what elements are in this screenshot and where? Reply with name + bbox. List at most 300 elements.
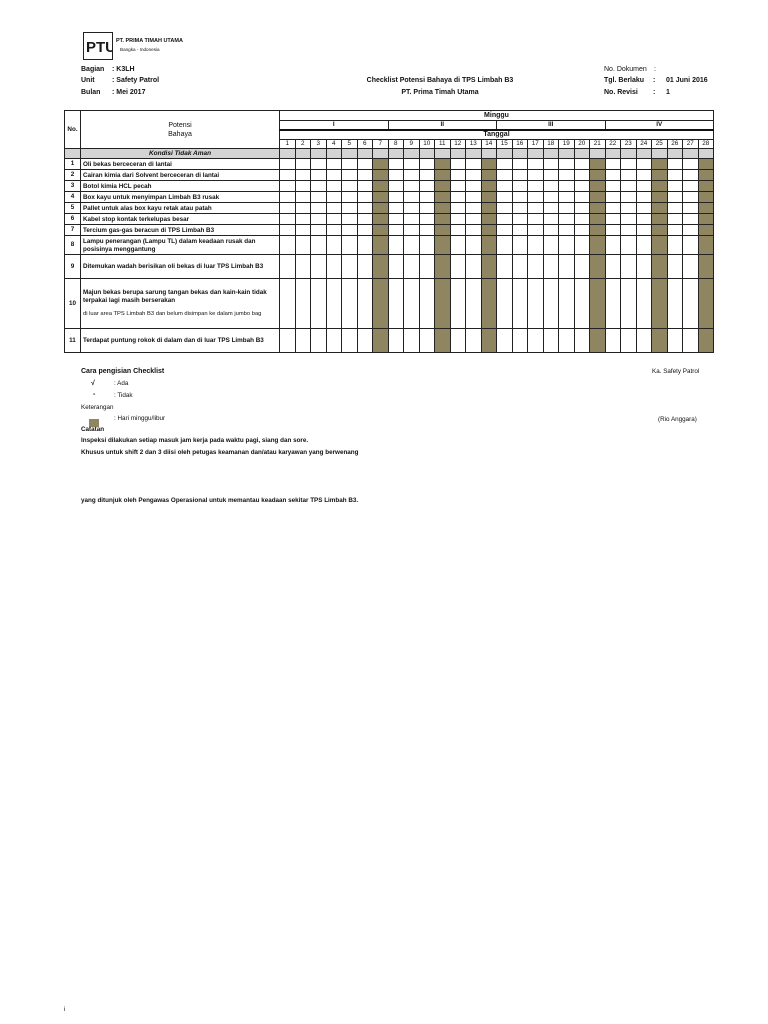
berlaku-value: 01 Juni 2016 xyxy=(666,77,708,84)
check-cell[interactable] xyxy=(683,279,699,329)
check-cell[interactable] xyxy=(404,192,420,203)
check-cell[interactable] xyxy=(559,236,575,255)
check-cell[interactable] xyxy=(388,203,404,214)
check-cell[interactable] xyxy=(357,225,373,236)
week-header: I xyxy=(280,121,389,131)
check-cell[interactable] xyxy=(419,192,435,203)
check-cell[interactable] xyxy=(342,236,358,255)
check-cell[interactable] xyxy=(311,236,327,255)
check-cell[interactable] xyxy=(683,181,699,192)
check-cell[interactable] xyxy=(388,279,404,329)
check-cell[interactable] xyxy=(357,203,373,214)
check-cell[interactable] xyxy=(683,159,699,170)
check-cell[interactable] xyxy=(512,192,528,203)
check-cell[interactable] xyxy=(528,255,544,279)
check-cell[interactable] xyxy=(512,181,528,192)
check-cell[interactable] xyxy=(280,192,296,203)
section-day-cell xyxy=(419,149,435,159)
check-cell[interactable] xyxy=(311,203,327,214)
check-cell[interactable] xyxy=(357,170,373,181)
check-cell[interactable] xyxy=(342,170,358,181)
check-cell[interactable] xyxy=(497,225,513,236)
check-cell[interactable] xyxy=(295,192,311,203)
check-cell[interactable] xyxy=(528,159,544,170)
check-cell[interactable] xyxy=(636,203,652,214)
check-cell[interactable] xyxy=(636,192,652,203)
check-cell[interactable] xyxy=(574,225,590,236)
check-cell[interactable] xyxy=(388,236,404,255)
check-cell[interactable] xyxy=(528,192,544,203)
check-cell[interactable] xyxy=(667,192,683,203)
check-cell[interactable] xyxy=(512,214,528,225)
check-cell[interactable] xyxy=(280,236,296,255)
check-cell[interactable] xyxy=(574,159,590,170)
holiday-cell xyxy=(698,225,714,236)
check-cell[interactable] xyxy=(450,181,466,192)
check-cell[interactable] xyxy=(528,203,544,214)
check-cell[interactable] xyxy=(326,329,342,353)
checklist-row xyxy=(65,329,714,353)
checklist-row xyxy=(65,170,714,181)
hazard-text: Ditemukan wadah berisikan oli bekas di luar TPS Limbah B3 xyxy=(83,263,264,270)
check-cell[interactable] xyxy=(636,279,652,329)
check-cell[interactable] xyxy=(419,170,435,181)
check-cell[interactable] xyxy=(559,192,575,203)
check-cell[interactable] xyxy=(466,225,482,236)
check-cell[interactable] xyxy=(543,279,559,329)
check-cell[interactable] xyxy=(280,181,296,192)
check-cell[interactable] xyxy=(528,181,544,192)
section-day-cell xyxy=(497,149,513,159)
holiday-cell xyxy=(590,225,606,236)
check-cell[interactable] xyxy=(636,255,652,279)
check-cell[interactable] xyxy=(574,236,590,255)
check-cell[interactable] xyxy=(543,192,559,203)
check-cell[interactable] xyxy=(326,225,342,236)
check-cell[interactable] xyxy=(667,255,683,279)
check-cell[interactable] xyxy=(512,159,528,170)
check-cell[interactable] xyxy=(605,255,621,279)
check-cell[interactable] xyxy=(574,170,590,181)
check-cell[interactable] xyxy=(311,214,327,225)
check-cell[interactable] xyxy=(559,225,575,236)
check-cell[interactable] xyxy=(621,329,637,353)
check-cell[interactable] xyxy=(543,236,559,255)
check-cell[interactable] xyxy=(280,170,296,181)
check-cell[interactable] xyxy=(388,214,404,225)
check-cell[interactable] xyxy=(559,181,575,192)
check-cell[interactable] xyxy=(605,181,621,192)
check-cell[interactable] xyxy=(311,279,327,329)
check-cell[interactable] xyxy=(295,159,311,170)
check-cell[interactable] xyxy=(357,181,373,192)
check-cell[interactable] xyxy=(667,170,683,181)
check-cell[interactable] xyxy=(280,329,296,353)
section-day-cell xyxy=(295,149,311,159)
revisi-sep: : xyxy=(653,89,656,96)
check-cell[interactable] xyxy=(419,203,435,214)
check-cell[interactable] xyxy=(605,329,621,353)
keterangan-label: Keterangan xyxy=(81,404,114,411)
check-cell[interactable] xyxy=(574,279,590,329)
check-cell[interactable] xyxy=(419,279,435,329)
check-cell[interactable] xyxy=(497,236,513,255)
notes-line-3: yang ditunjuk oleh Pengawas Operasional untuk memantau keadaan sekitar TPS Limbah B3. xyxy=(81,497,359,504)
hazard-cell xyxy=(81,203,280,214)
minggu-header: Minggu xyxy=(280,111,714,121)
check-cell[interactable] xyxy=(295,255,311,279)
check-cell[interactable] xyxy=(559,329,575,353)
checklist-row xyxy=(65,225,714,236)
holiday-cell xyxy=(652,255,668,279)
check-cell[interactable] xyxy=(636,159,652,170)
check-cell[interactable] xyxy=(621,192,637,203)
row-number: 10 xyxy=(65,279,81,329)
check-cell[interactable] xyxy=(605,170,621,181)
section-day-cell xyxy=(481,149,497,159)
check-cell[interactable] xyxy=(295,225,311,236)
check-cell[interactable] xyxy=(497,329,513,353)
check-cell[interactable] xyxy=(419,159,435,170)
holiday-cell xyxy=(373,214,389,225)
check-cell[interactable] xyxy=(512,225,528,236)
day-header: 17 xyxy=(528,140,544,149)
check-cell[interactable] xyxy=(450,170,466,181)
section-day-cell xyxy=(466,149,482,159)
check-cell[interactable] xyxy=(667,214,683,225)
check-cell[interactable] xyxy=(342,159,358,170)
hazard-text: Lampu penerangan (Lampu TL) dalam keadaan rusak dan posisinya menggantung xyxy=(83,237,256,253)
holiday-cell xyxy=(373,255,389,279)
holiday-cell xyxy=(652,203,668,214)
check-cell[interactable] xyxy=(295,236,311,255)
check-cell[interactable] xyxy=(621,214,637,225)
check-cell[interactable] xyxy=(357,159,373,170)
check-cell[interactable] xyxy=(280,159,296,170)
day-header: 7 xyxy=(373,140,389,149)
check-cell[interactable] xyxy=(559,255,575,279)
check-cell[interactable] xyxy=(466,170,482,181)
check-cell[interactable] xyxy=(280,255,296,279)
check-cell[interactable] xyxy=(621,236,637,255)
check-cell[interactable] xyxy=(667,329,683,353)
check-cell[interactable] xyxy=(311,159,327,170)
check-cell[interactable] xyxy=(450,192,466,203)
holiday-cell xyxy=(481,192,497,203)
check-cell[interactable] xyxy=(497,214,513,225)
check-cell[interactable] xyxy=(497,279,513,329)
check-cell[interactable] xyxy=(419,255,435,279)
day-header: 2 xyxy=(295,140,311,149)
check-cell[interactable] xyxy=(466,181,482,192)
check-cell[interactable] xyxy=(388,225,404,236)
check-cell[interactable] xyxy=(667,203,683,214)
check-cell[interactable] xyxy=(311,225,327,236)
check-cell[interactable] xyxy=(357,329,373,353)
check-cell[interactable] xyxy=(683,329,699,353)
check-cell[interactable] xyxy=(295,181,311,192)
check-cell[interactable] xyxy=(512,203,528,214)
check-cell[interactable] xyxy=(388,170,404,181)
check-cell[interactable] xyxy=(450,159,466,170)
holiday-cell xyxy=(652,214,668,225)
check-cell[interactable] xyxy=(636,225,652,236)
section-day-cell xyxy=(683,149,699,159)
check-cell[interactable] xyxy=(528,170,544,181)
check-cell[interactable] xyxy=(280,279,296,329)
check-cell[interactable] xyxy=(404,236,420,255)
check-cell[interactable] xyxy=(357,279,373,329)
check-cell[interactable] xyxy=(357,192,373,203)
check-cell[interactable] xyxy=(404,279,420,329)
check-cell[interactable] xyxy=(342,192,358,203)
check-cell[interactable] xyxy=(636,170,652,181)
check-cell[interactable] xyxy=(683,255,699,279)
check-cell[interactable] xyxy=(419,329,435,353)
check-cell[interactable] xyxy=(311,329,327,353)
check-cell[interactable] xyxy=(605,279,621,329)
check-cell[interactable] xyxy=(636,236,652,255)
checklist-row xyxy=(65,279,714,329)
check-cell[interactable] xyxy=(683,225,699,236)
holiday-cell xyxy=(435,329,451,353)
check-cell[interactable] xyxy=(311,192,327,203)
check-cell[interactable] xyxy=(605,159,621,170)
check-cell[interactable] xyxy=(342,203,358,214)
check-cell[interactable] xyxy=(497,170,513,181)
check-cell[interactable] xyxy=(528,214,544,225)
check-cell[interactable] xyxy=(342,329,358,353)
check-cell[interactable] xyxy=(326,159,342,170)
holiday-cell xyxy=(698,203,714,214)
check-cell[interactable] xyxy=(683,236,699,255)
check-cell[interactable] xyxy=(357,255,373,279)
check-cell[interactable] xyxy=(357,236,373,255)
check-cell[interactable] xyxy=(605,192,621,203)
check-cell[interactable] xyxy=(574,255,590,279)
check-cell[interactable] xyxy=(605,236,621,255)
checklist-row xyxy=(65,255,714,279)
check-cell[interactable] xyxy=(466,279,482,329)
check-cell[interactable] xyxy=(667,159,683,170)
check-cell[interactable] xyxy=(528,225,544,236)
check-cell[interactable] xyxy=(512,329,528,353)
check-cell[interactable] xyxy=(280,214,296,225)
check-cell[interactable] xyxy=(466,203,482,214)
check-cell[interactable] xyxy=(574,214,590,225)
holiday-cell xyxy=(481,159,497,170)
hazard-cell xyxy=(81,225,280,236)
check-cell[interactable] xyxy=(326,170,342,181)
hazard-cell xyxy=(81,214,280,225)
check-cell[interactable] xyxy=(404,225,420,236)
check-cell[interactable] xyxy=(295,214,311,225)
check-cell[interactable] xyxy=(559,170,575,181)
check-cell[interactable] xyxy=(528,279,544,329)
holiday-cell xyxy=(435,279,451,329)
check-cell[interactable] xyxy=(466,192,482,203)
check-cell[interactable] xyxy=(574,329,590,353)
check-cell[interactable] xyxy=(667,181,683,192)
dash-symbol-icon: - xyxy=(93,391,96,398)
check-cell[interactable] xyxy=(605,203,621,214)
check-cell[interactable] xyxy=(419,214,435,225)
check-cell[interactable] xyxy=(357,214,373,225)
check-cell[interactable] xyxy=(574,181,590,192)
check-cell[interactable] xyxy=(621,225,637,236)
check-cell[interactable] xyxy=(512,170,528,181)
holiday-cell xyxy=(590,255,606,279)
holiday-cell xyxy=(590,170,606,181)
check-cell[interactable] xyxy=(342,279,358,329)
check-cell[interactable] xyxy=(466,214,482,225)
check-cell[interactable] xyxy=(621,181,637,192)
check-cell[interactable] xyxy=(311,170,327,181)
check-cell[interactable] xyxy=(497,159,513,170)
check-cell[interactable] xyxy=(466,255,482,279)
check-cell[interactable] xyxy=(636,214,652,225)
check-cell[interactable] xyxy=(543,329,559,353)
check-cell[interactable] xyxy=(683,192,699,203)
holiday-cell xyxy=(435,170,451,181)
day-header: 23 xyxy=(621,140,637,149)
check-cell[interactable] xyxy=(497,203,513,214)
check-cell[interactable] xyxy=(605,225,621,236)
check-cell[interactable] xyxy=(497,192,513,203)
check-cell[interactable] xyxy=(621,170,637,181)
document-title: Checklist Potensi Bahaya di TPS Limbah B3 xyxy=(366,77,514,84)
check-cell[interactable] xyxy=(543,181,559,192)
check-cell[interactable] xyxy=(419,225,435,236)
check-cell[interactable] xyxy=(512,279,528,329)
check-cell[interactable] xyxy=(497,255,513,279)
check-cell[interactable] xyxy=(667,279,683,329)
check-cell[interactable] xyxy=(543,214,559,225)
check-cell[interactable] xyxy=(683,214,699,225)
check-cell[interactable] xyxy=(450,214,466,225)
check-cell[interactable] xyxy=(450,329,466,353)
holiday-cell xyxy=(435,214,451,225)
check-cell[interactable] xyxy=(326,192,342,203)
check-cell[interactable] xyxy=(543,159,559,170)
check-cell[interactable] xyxy=(311,255,327,279)
dokumen-label: No. Dokumen xyxy=(604,66,647,73)
check-cell[interactable] xyxy=(404,181,420,192)
check-cell[interactable] xyxy=(528,329,544,353)
check-cell[interactable] xyxy=(621,279,637,329)
check-cell[interactable] xyxy=(683,170,699,181)
check-cell[interactable] xyxy=(419,236,435,255)
check-cell[interactable] xyxy=(419,181,435,192)
check-cell[interactable] xyxy=(404,170,420,181)
check-cell[interactable] xyxy=(574,203,590,214)
check-cell[interactable] xyxy=(342,225,358,236)
check-cell[interactable] xyxy=(450,203,466,214)
check-cell[interactable] xyxy=(326,236,342,255)
revisi-value: 1 xyxy=(666,89,670,96)
section-day-cell xyxy=(543,149,559,159)
check-cell[interactable] xyxy=(404,255,420,279)
check-cell[interactable] xyxy=(404,203,420,214)
day-header: 22 xyxy=(605,140,621,149)
holiday-cell xyxy=(435,255,451,279)
check-cell[interactable] xyxy=(621,159,637,170)
check-cell[interactable] xyxy=(404,214,420,225)
check-cell[interactable] xyxy=(512,255,528,279)
check-cell[interactable] xyxy=(543,203,559,214)
check-cell[interactable] xyxy=(683,203,699,214)
check-cell[interactable] xyxy=(280,203,296,214)
check-cell[interactable] xyxy=(388,255,404,279)
section-day-cell xyxy=(574,149,590,159)
check-cell[interactable] xyxy=(388,159,404,170)
check-cell[interactable] xyxy=(450,225,466,236)
check-cell[interactable] xyxy=(388,181,404,192)
check-cell[interactable] xyxy=(404,159,420,170)
check-cell[interactable] xyxy=(342,214,358,225)
check-cell[interactable] xyxy=(295,329,311,353)
check-cell[interactable] xyxy=(605,214,621,225)
check-cell[interactable] xyxy=(543,255,559,279)
check-cell[interactable] xyxy=(450,255,466,279)
check-cell[interactable] xyxy=(559,203,575,214)
check-cell[interactable] xyxy=(512,236,528,255)
check-cell[interactable] xyxy=(295,203,311,214)
check-cell[interactable] xyxy=(466,329,482,353)
check-cell[interactable] xyxy=(326,255,342,279)
check-cell[interactable] xyxy=(342,255,358,279)
check-cell[interactable] xyxy=(621,255,637,279)
check-cell[interactable] xyxy=(559,214,575,225)
check-cell[interactable] xyxy=(466,236,482,255)
legend-tidak-label: : Tidak xyxy=(114,392,133,399)
section-day-cell xyxy=(435,149,451,159)
section-day-cell xyxy=(621,149,637,159)
check-cell[interactable] xyxy=(280,225,296,236)
check-cell[interactable] xyxy=(559,159,575,170)
check-cell[interactable] xyxy=(574,192,590,203)
check-cell[interactable] xyxy=(404,329,420,353)
day-header: 3 xyxy=(311,140,327,149)
check-cell[interactable] xyxy=(388,192,404,203)
check-cell[interactable] xyxy=(326,279,342,329)
day-header: 28 xyxy=(698,140,714,149)
check-cell[interactable] xyxy=(636,329,652,353)
check-cell[interactable] xyxy=(497,181,513,192)
holiday-cell xyxy=(481,236,497,255)
check-cell[interactable] xyxy=(636,181,652,192)
check-cell[interactable] xyxy=(295,279,311,329)
check-cell[interactable] xyxy=(311,181,327,192)
check-cell[interactable] xyxy=(667,225,683,236)
check-cell[interactable] xyxy=(326,203,342,214)
check-cell[interactable] xyxy=(667,236,683,255)
check-cell[interactable] xyxy=(621,203,637,214)
check-cell[interactable] xyxy=(388,329,404,353)
unit-label: Unit xyxy=(81,77,95,84)
check-cell[interactable] xyxy=(543,225,559,236)
check-cell[interactable] xyxy=(326,214,342,225)
check-cell[interactable] xyxy=(466,159,482,170)
check-cell[interactable] xyxy=(326,181,342,192)
check-cell[interactable] xyxy=(450,279,466,329)
check-cell[interactable] xyxy=(342,181,358,192)
check-cell[interactable] xyxy=(450,236,466,255)
check-cell[interactable] xyxy=(295,170,311,181)
check-cell[interactable] xyxy=(543,170,559,181)
check-cell[interactable] xyxy=(528,236,544,255)
check-cell[interactable] xyxy=(559,279,575,329)
